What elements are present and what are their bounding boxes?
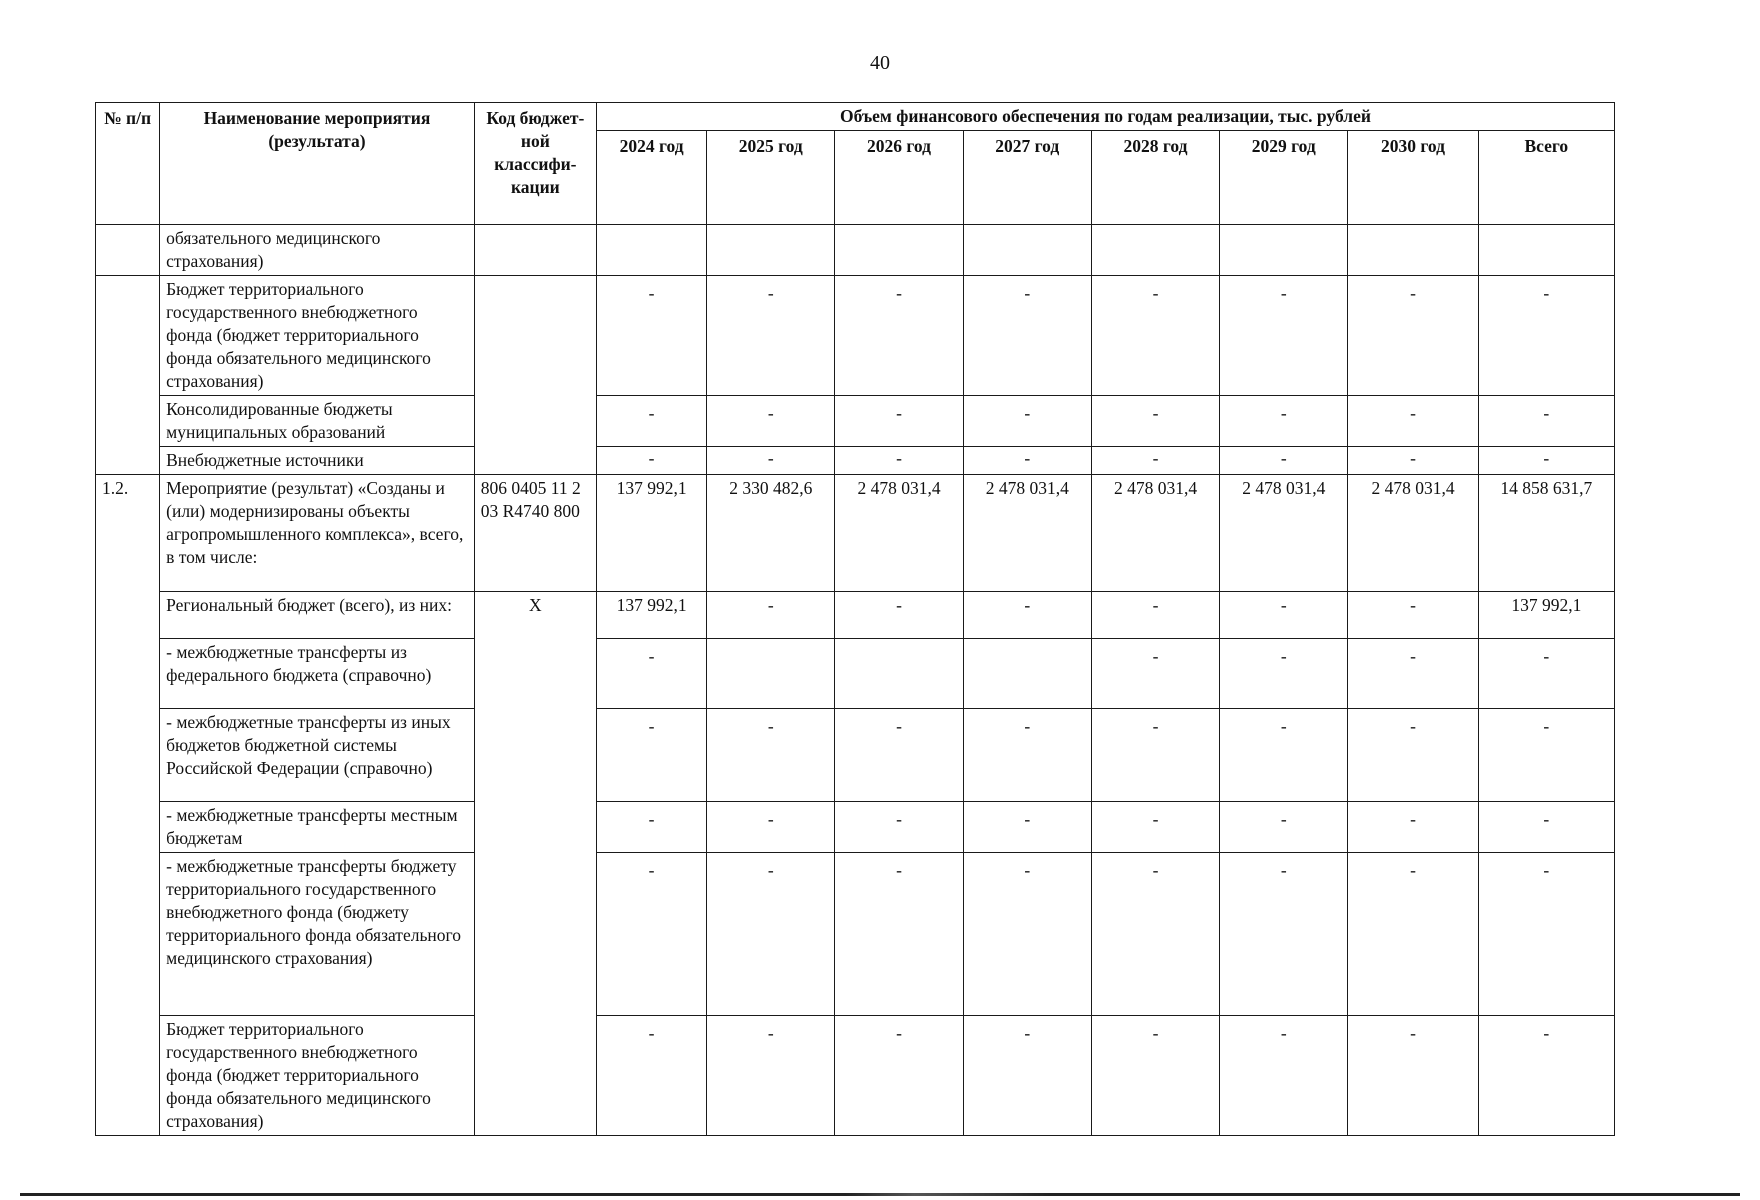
table-row	[96, 475, 1615, 592]
row-value: -	[963, 447, 1091, 475]
table-row	[96, 225, 1615, 276]
row-value: -	[707, 1016, 835, 1136]
header-row-top	[96, 103, 1615, 131]
row-value: -	[1220, 853, 1348, 1016]
table-row	[96, 447, 1615, 475]
row-value: 137 992,1	[596, 592, 706, 639]
row-value: -	[707, 853, 835, 1016]
row-value	[835, 225, 963, 276]
header-total: Всего	[1478, 131, 1614, 225]
row-value: -	[1091, 592, 1219, 639]
row-value: -	[1091, 853, 1219, 1016]
row-value: -	[1478, 447, 1614, 475]
row-value	[1091, 225, 1219, 276]
row-value: -	[1478, 709, 1614, 802]
header-code: Код бюджет-ной классифи-кации	[474, 103, 596, 225]
row-value: -	[1478, 1016, 1614, 1136]
row-value: 137 992,1	[596, 475, 706, 592]
table-row	[96, 639, 1615, 709]
row-name: Консолидированные бюджеты муниципальных образований	[160, 396, 475, 447]
row-value: -	[596, 802, 706, 853]
row-code	[474, 225, 596, 276]
row-name: - межбюджетные трансферты бюджету территориального государственного внебюджетного фонда (бюджету территориального фонда обязательного медицинского страхования)	[160, 853, 475, 1016]
row-value: -	[1220, 592, 1348, 639]
row-value: -	[1348, 276, 1478, 396]
header-name: Наименование мероприятия (результата)	[160, 103, 475, 225]
row-value: -	[707, 592, 835, 639]
row-name: - межбюджетные трансферты из федерального бюджета (справочно)	[160, 639, 475, 709]
row-value: -	[1348, 709, 1478, 802]
row-name: Бюджет территориального государственного внебюджетного фонда (бюджет территориального фонда обязательного медицинского страхования)	[160, 276, 475, 396]
row-value	[835, 639, 963, 709]
row-no	[96, 276, 160, 475]
row-value: -	[707, 802, 835, 853]
row-value: -	[1091, 396, 1219, 447]
row-value: -	[963, 276, 1091, 396]
scan-edge-line	[20, 1193, 1740, 1196]
row-name: Региональный бюджет (всего), из них:	[160, 592, 475, 639]
row-value: -	[963, 1016, 1091, 1136]
row-value	[596, 225, 706, 276]
row-value: -	[835, 276, 963, 396]
row-code: 806 0405 11 2 03 R4740 800	[474, 475, 596, 592]
row-value: -	[1220, 396, 1348, 447]
row-value: -	[835, 853, 963, 1016]
row-value: 2 330 482,6	[707, 475, 835, 592]
table-row	[96, 853, 1615, 1016]
table-row	[96, 592, 1615, 639]
row-value: -	[835, 447, 963, 475]
row-value: -	[1220, 276, 1348, 396]
row-value: -	[1478, 639, 1614, 709]
row-value	[1478, 225, 1614, 276]
header-year: 2029 год	[1220, 131, 1348, 225]
row-value	[1220, 225, 1348, 276]
header-year: 2024 год	[596, 131, 706, 225]
row-value: -	[1348, 447, 1478, 475]
row-value: -	[1091, 639, 1219, 709]
row-value: -	[1220, 447, 1348, 475]
row-value: -	[1220, 709, 1348, 802]
row-value: -	[1220, 1016, 1348, 1136]
row-value: -	[707, 709, 835, 802]
page-number: 40	[870, 52, 890, 74]
row-value: 2 478 031,4	[1091, 475, 1219, 592]
table-row	[96, 276, 1615, 396]
row-value: -	[596, 276, 706, 396]
row-value: -	[596, 447, 706, 475]
header-year: 2028 год	[1091, 131, 1219, 225]
header-year: 2026 год	[835, 131, 963, 225]
row-value: -	[1091, 802, 1219, 853]
header-year: 2027 год	[963, 131, 1091, 225]
row-value: -	[963, 853, 1091, 1016]
row-value: -	[1348, 1016, 1478, 1136]
header-year: 2030 год	[1348, 131, 1478, 225]
row-value: -	[596, 396, 706, 447]
row-value: -	[835, 709, 963, 802]
row-value: -	[596, 639, 706, 709]
table-row	[96, 1016, 1615, 1136]
row-value: -	[963, 592, 1091, 639]
row-value: -	[963, 396, 1091, 447]
row-value: -	[596, 1016, 706, 1136]
row-value: -	[1478, 396, 1614, 447]
row-name: - межбюджетные трансферты местным бюджетам	[160, 802, 475, 853]
row-value: 2 478 031,4	[1220, 475, 1348, 592]
row-value	[963, 639, 1091, 709]
row-value: -	[1091, 709, 1219, 802]
row-name: - межбюджетные трансферты из иных бюджетов бюджетной системы Российской Федерации (справочно)	[160, 709, 475, 802]
row-name: Внебюджетные источники	[160, 447, 475, 475]
row-value: -	[1091, 447, 1219, 475]
row-value: -	[963, 802, 1091, 853]
row-value: -	[1091, 276, 1219, 396]
row-value: -	[1348, 853, 1478, 1016]
row-value: 2 478 031,4	[835, 475, 963, 592]
row-value: 137 992,1	[1478, 592, 1614, 639]
header-year: 2025 год	[707, 131, 835, 225]
row-value: -	[835, 592, 963, 639]
table-row	[96, 709, 1615, 802]
row-value: -	[1478, 853, 1614, 1016]
table-row	[96, 802, 1615, 853]
row-value: -	[1348, 639, 1478, 709]
row-value: -	[1220, 802, 1348, 853]
row-value: -	[707, 447, 835, 475]
row-value: -	[835, 802, 963, 853]
row-value: -	[1220, 639, 1348, 709]
row-value: -	[1348, 802, 1478, 853]
row-name: обязательного медицинского страхования)	[160, 225, 475, 276]
row-value: -	[1091, 1016, 1219, 1136]
row-value: -	[835, 396, 963, 447]
row-value	[707, 225, 835, 276]
row-value: -	[1348, 396, 1478, 447]
row-value	[707, 639, 835, 709]
header-financing-group: Объем финансового обеспечения по годам реализации, тыс. рублей	[596, 103, 1614, 131]
row-no	[96, 225, 160, 276]
row-value	[963, 225, 1091, 276]
row-value	[1348, 225, 1478, 276]
row-value: -	[707, 396, 835, 447]
budget-table	[95, 102, 1615, 1136]
row-value: -	[596, 709, 706, 802]
row-value: -	[835, 1016, 963, 1136]
row-name: Мероприятие (результат) «Созданы и (или) модернизированы объекты агропромышленного комплекса», всего, в том числе:	[160, 475, 475, 592]
table-row	[96, 396, 1615, 447]
row-no: 1.2.	[96, 475, 160, 1136]
header-no: № п/п	[96, 103, 160, 225]
row-code	[474, 276, 596, 475]
row-value: -	[963, 709, 1091, 802]
row-value: 14 858 631,7	[1478, 475, 1614, 592]
row-value: 2 478 031,4	[1348, 475, 1478, 592]
row-code: X	[474, 592, 596, 1136]
row-value: -	[1348, 592, 1478, 639]
row-value: -	[1478, 802, 1614, 853]
row-value: -	[596, 853, 706, 1016]
row-name: Бюджет территориального государственного внебюджетного фонда (бюджет территориального фонда обязательного медицинского страхования)	[160, 1016, 475, 1136]
row-value: -	[707, 276, 835, 396]
row-value: 2 478 031,4	[963, 475, 1091, 592]
row-value: -	[1478, 276, 1614, 396]
